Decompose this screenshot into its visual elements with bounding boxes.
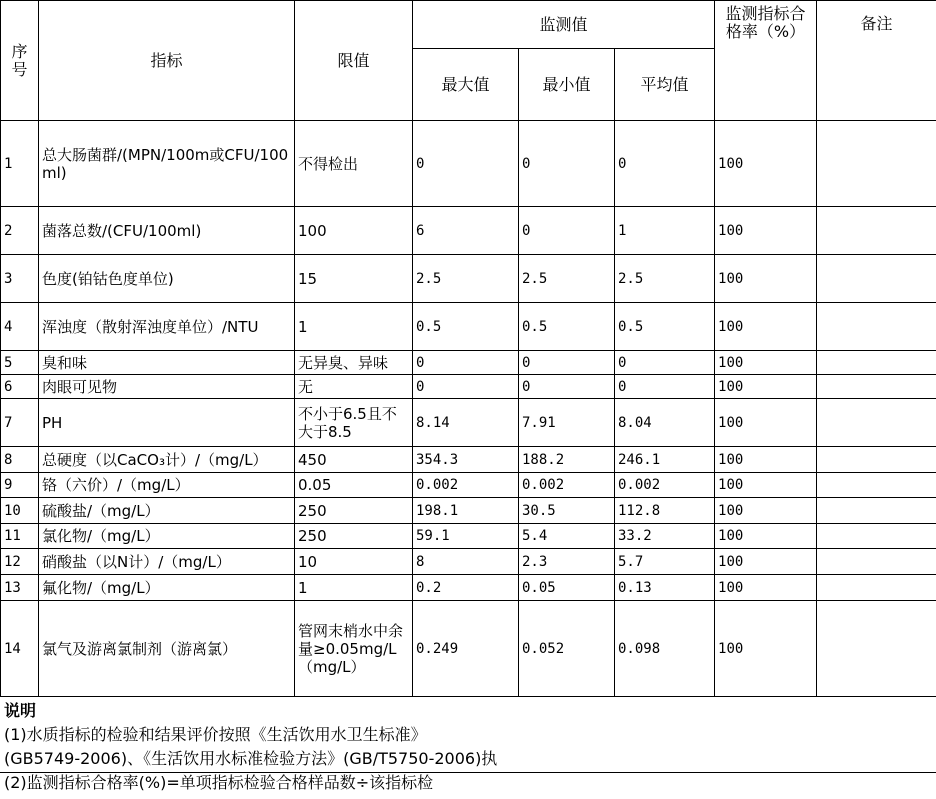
- row-indicator: 浑浊度（散射浑浊度单位）/NTU: [39, 303, 295, 351]
- row-max: 8: [413, 549, 519, 575]
- row-remark: [817, 121, 936, 207]
- row-max: 0.249: [413, 601, 519, 697]
- row-max: 0.002: [413, 473, 519, 498]
- header-max: 最大值: [413, 49, 519, 121]
- row-indicator: 色度(铂钴色度单位): [39, 255, 295, 303]
- table-row: [1, 255, 936, 303]
- row-limit: 无: [295, 375, 413, 399]
- row-seq: 2: [1, 207, 39, 255]
- row-max: 354.3: [413, 447, 519, 473]
- table-body: [1, 121, 936, 697]
- header-indicator: 指标: [39, 1, 295, 121]
- row-seq: 6: [1, 375, 39, 399]
- table-row: [1, 447, 936, 473]
- row-avg: 0.13: [615, 575, 715, 601]
- row-remark: [817, 549, 936, 575]
- row-pass-rate: 100: [715, 447, 817, 473]
- row-indicator: 硫酸盐/（mg/L）: [39, 498, 295, 524]
- row-avg: 2.5: [615, 255, 715, 303]
- notes-title: 说明: [4, 701, 37, 720]
- row-min: 0: [519, 351, 615, 375]
- row-min: 0: [519, 121, 615, 207]
- notes-line-1: (1)水质指标的检验和结果评价按照《生活饮用水卫生标准》: [4, 725, 427, 744]
- row-max: 0: [413, 375, 519, 399]
- row-seq: 3: [1, 255, 39, 303]
- row-avg: 5.7: [615, 549, 715, 575]
- row-seq: 10: [1, 498, 39, 524]
- row-min: 0.05: [519, 575, 615, 601]
- row-indicator: PH: [39, 399, 295, 447]
- row-indicator: 氯化物/（mg/L）: [39, 524, 295, 549]
- row-limit: 不小于6.5且不大于8.5: [295, 399, 413, 447]
- table-row: [1, 524, 936, 549]
- row-max: 59.1: [413, 524, 519, 549]
- row-max: 198.1: [413, 498, 519, 524]
- table-row: [1, 207, 936, 255]
- row-remark: [817, 255, 936, 303]
- table-row: [1, 601, 936, 697]
- row-seq: 12: [1, 549, 39, 575]
- row-pass-rate: 100: [715, 399, 817, 447]
- table-row: [1, 575, 936, 601]
- notes: [4, 699, 932, 795]
- row-indicator: 硝酸盐（以N计）/（mg/L）: [39, 549, 295, 575]
- row-limit: 管网末梢水中余量≥0.05mg/L（mg/L）: [295, 601, 413, 697]
- row-max: 6: [413, 207, 519, 255]
- row-indicator: 菌落总数/(CFU/100ml): [39, 207, 295, 255]
- row-seq: 13: [1, 575, 39, 601]
- row-pass-rate: 100: [715, 575, 817, 601]
- row-max: 0.5: [413, 303, 519, 351]
- row-max: 0: [413, 351, 519, 375]
- table-row: [1, 473, 936, 498]
- header-seq: 序号: [1, 1, 39, 121]
- row-pass-rate: 100: [715, 498, 817, 524]
- row-seq: 1: [1, 121, 39, 207]
- row-limit: 100: [295, 207, 413, 255]
- row-seq: 4: [1, 303, 39, 351]
- row-seq: 14: [1, 601, 39, 697]
- header-pass-rate: 监测指标合格率（%）: [715, 1, 817, 121]
- row-min: 2.3: [519, 549, 615, 575]
- notes-line-3: (2)监测指标合格率(%)=单项指标检验合格样品数÷该指标检: [4, 773, 434, 792]
- row-remark: [817, 303, 936, 351]
- row-min: 2.5: [519, 255, 615, 303]
- row-remark: [817, 473, 936, 498]
- row-pass-rate: 100: [715, 601, 817, 697]
- row-remark: [817, 375, 936, 399]
- header-remark: 备注: [817, 1, 936, 121]
- row-limit: 450: [295, 447, 413, 473]
- row-max: 2.5: [413, 255, 519, 303]
- row-seq: 5: [1, 351, 39, 375]
- row-remark: [817, 498, 936, 524]
- row-limit: 无异臭、异味: [295, 351, 413, 375]
- row-indicator: 臭和味: [39, 351, 295, 375]
- row-limit: 1: [295, 303, 413, 351]
- row-pass-rate: 100: [715, 524, 817, 549]
- row-remark: [817, 575, 936, 601]
- header-monitoring: 监测值: [413, 1, 715, 49]
- row-avg: 0.002: [615, 473, 715, 498]
- row-min: 0.5: [519, 303, 615, 351]
- row-avg: 0: [615, 375, 715, 399]
- row-avg: 246.1: [615, 447, 715, 473]
- row-min: 30.5: [519, 498, 615, 524]
- row-min: 188.2: [519, 447, 615, 473]
- row-seq: 8: [1, 447, 39, 473]
- row-min: 7.91: [519, 399, 615, 447]
- row-min: 0.002: [519, 473, 615, 498]
- row-limit: 15: [295, 255, 413, 303]
- row-pass-rate: 100: [715, 549, 817, 575]
- row-avg: 0: [615, 351, 715, 375]
- notes-divider: [0, 772, 936, 773]
- table-row: [1, 549, 936, 575]
- row-max: 0.2: [413, 575, 519, 601]
- row-indicator: 总大肠菌群/(MPN/100m或CFU/100ml): [39, 121, 295, 207]
- row-pass-rate: 100: [715, 303, 817, 351]
- row-remark: [817, 524, 936, 549]
- row-min: 0: [519, 207, 615, 255]
- table-row: [1, 375, 936, 399]
- row-pass-rate: 100: [715, 207, 817, 255]
- row-limit: 1: [295, 575, 413, 601]
- row-indicator: 肉眼可见物: [39, 375, 295, 399]
- row-remark: [817, 447, 936, 473]
- row-avg: 0.5: [615, 303, 715, 351]
- row-pass-rate: 100: [715, 473, 817, 498]
- row-indicator: 氯气及游离氯制剂（游离氯）: [39, 601, 295, 697]
- table-row: [1, 121, 936, 207]
- notes-line-2: (GB5749-2006)、《生活饮用水标准检验方法》(GB/T5750-2006)执: [4, 749, 498, 768]
- header-limit: 限值: [295, 1, 413, 121]
- row-limit: 不得检出: [295, 121, 413, 207]
- row-seq: 11: [1, 524, 39, 549]
- row-limit: 0.05: [295, 473, 413, 498]
- row-min: 0.052: [519, 601, 615, 697]
- row-remark: [817, 351, 936, 375]
- row-remark: [817, 601, 936, 697]
- table-row: [1, 399, 936, 447]
- row-limit: 250: [295, 524, 413, 549]
- row-avg: 1: [615, 207, 715, 255]
- row-avg: 33.2: [615, 524, 715, 549]
- row-avg: 0.098: [615, 601, 715, 697]
- row-remark: [817, 207, 936, 255]
- row-limit: 10: [295, 549, 413, 575]
- row-avg: 0: [615, 121, 715, 207]
- table-row: [1, 351, 936, 375]
- row-seq: 7: [1, 399, 39, 447]
- row-avg: 8.04: [615, 399, 715, 447]
- row-seq: 9: [1, 473, 39, 498]
- row-indicator: 铬（六价）/（mg/L）: [39, 473, 295, 498]
- table-row: [1, 303, 936, 351]
- header-min: 最小值: [519, 49, 615, 121]
- row-max: 0: [413, 121, 519, 207]
- row-pass-rate: 100: [715, 375, 817, 399]
- row-max: 8.14: [413, 399, 519, 447]
- row-remark: [817, 399, 936, 447]
- header-avg: 平均值: [615, 49, 715, 121]
- row-pass-rate: 100: [715, 255, 817, 303]
- row-limit: 250: [295, 498, 413, 524]
- row-min: 0: [519, 375, 615, 399]
- row-min: 5.4: [519, 524, 615, 549]
- row-avg: 112.8: [615, 498, 715, 524]
- table-row: [1, 498, 936, 524]
- row-indicator: 总硬度（以CaCO₃计）/（mg/L）: [39, 447, 295, 473]
- row-indicator: 氟化物/（mg/L）: [39, 575, 295, 601]
- row-pass-rate: 100: [715, 121, 817, 207]
- row-pass-rate: 100: [715, 351, 817, 375]
